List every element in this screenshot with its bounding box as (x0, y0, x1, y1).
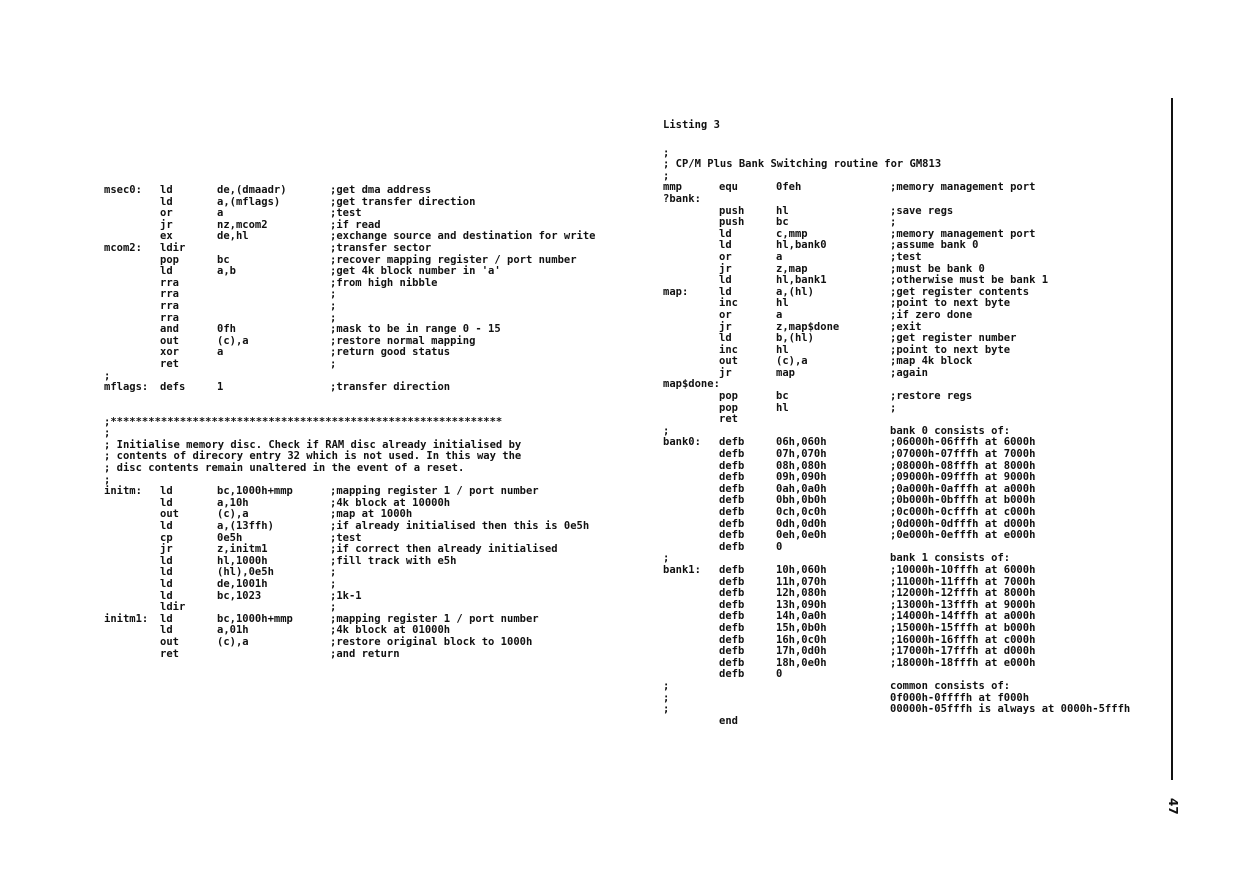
code-operand: a (217, 346, 224, 359)
code-line (104, 649, 644, 661)
code-comment: ;point to next byte (890, 297, 1011, 310)
code-opcode: defb (719, 610, 745, 623)
code-operand: de,1001h (217, 578, 268, 590)
code-operand: map (776, 366, 795, 379)
code-operand: a,(hl) (776, 285, 814, 298)
code-operand: 08h,080h (776, 459, 827, 472)
code-opcode: ldir (160, 601, 186, 614)
code-opcode: defb (719, 459, 745, 472)
right-code-listing (663, 120, 1163, 727)
code-operand: 09h,090h (776, 471, 827, 484)
code-text: ; (104, 427, 111, 440)
code-operand: 1 (217, 381, 224, 394)
code-operand: 06h,060h (776, 436, 827, 449)
code-opcode: equ (719, 181, 738, 194)
code-opcode: inc (719, 343, 738, 356)
code-opcode: defb (719, 529, 745, 542)
code-line (104, 266, 644, 278)
code-line (104, 556, 644, 568)
code-opcode: defb (719, 645, 745, 658)
code-comment: ;17000h-17fffh at d000h (890, 645, 1036, 658)
spacer (663, 132, 1163, 148)
code-opcode: ld (160, 485, 173, 498)
code-line (663, 403, 1163, 415)
code-opcode: ret (719, 413, 738, 426)
code-line (104, 579, 644, 591)
code-comment: ;transfer sector (330, 241, 432, 254)
code-opcode: ld (160, 496, 173, 509)
code-opcode: defb (719, 494, 745, 507)
code-label: ; (663, 424, 670, 437)
code-comment: ;fill track with e5h (330, 554, 457, 567)
code-line (104, 289, 644, 301)
code-operand: a (776, 250, 783, 263)
code-line (663, 565, 1163, 577)
code-label: bank0: (663, 436, 701, 449)
code-comment: ;16000h-16fffh at c000h (890, 633, 1036, 646)
code-opcode: pop (160, 253, 179, 266)
code-line (663, 681, 1163, 693)
code-opcode: rra (160, 299, 179, 312)
code-operand: hl (776, 204, 789, 217)
code-operand: hl,bank0 (776, 239, 827, 252)
code-line (104, 463, 644, 475)
code-comment: ;1k-1 (330, 589, 362, 602)
code-opcode: ld (160, 612, 173, 625)
code-opcode: ld (719, 239, 732, 252)
code-opcode: ex (160, 230, 173, 243)
code-comment: ; (890, 216, 897, 229)
code-operand: 18h,0e0h (776, 656, 827, 669)
code-label: map: (663, 285, 689, 298)
code-text: ;************************************************************** (104, 415, 503, 428)
code-comment: ; (330, 601, 337, 614)
code-opcode: defb (719, 575, 745, 588)
code-label: ?bank: (663, 192, 701, 205)
code-comment: bank 0 consists of: (890, 424, 1011, 437)
code-opcode: jr (719, 320, 732, 333)
code-comment: ;assume bank 0 (890, 239, 979, 252)
code-comment: ;memory management port (890, 181, 1036, 194)
code-operand: de,(dmaadr) (217, 184, 287, 196)
code-operand: hl (776, 297, 789, 310)
code-operand: a,(mflags) (217, 195, 281, 208)
code-comment: ;get 4k block number in 'a' (330, 265, 501, 278)
code-comment: ;if already initialised then this is 0e5h (330, 520, 590, 533)
code-label: ; (663, 691, 670, 704)
code-opcode: cp (160, 531, 173, 544)
code-comment: ;recover mapping register / port number (330, 253, 577, 266)
code-opcode: defb (719, 633, 745, 646)
code-opcode: out (719, 355, 738, 368)
code-opcode: ld (719, 227, 732, 240)
code-opcode: ld (719, 332, 732, 345)
code-operand: 0bh,0b0h (776, 494, 827, 507)
code-text: ; Initialise memory disc. Check if RAM disc already initialised by (104, 438, 522, 451)
code-opcode: rra (160, 311, 179, 324)
code-operand: (c),a (217, 334, 249, 347)
code-operand: bc,1000h+mmp (217, 485, 293, 498)
code-text: ; contents of direcory entry 32 which is not used. In this way the (104, 450, 522, 463)
code-operand: a,b (217, 265, 236, 278)
code-line (104, 637, 644, 649)
code-comment: ; (330, 288, 337, 301)
code-comment: ;exit (890, 320, 922, 333)
code-opcode: out (160, 635, 179, 648)
code-operand: a,(13ffh) (217, 520, 274, 533)
code-operand: 15h,0b0h (776, 621, 827, 634)
code-line (663, 275, 1163, 287)
code-opcode: defb (719, 563, 745, 576)
code-comment: ;15000h-15fffh at b000h (890, 621, 1036, 634)
code-operand: de,hl (217, 230, 249, 243)
code-comment: 0f000h-0ffffh at f000h (890, 691, 1030, 704)
code-comment: ;from high nibble (330, 276, 438, 289)
code-opcode: xor (160, 346, 179, 359)
code-opcode: defb (719, 448, 745, 461)
code-opcode: ld (160, 265, 173, 278)
code-comment: ;09000h-09fffh at 9000h (890, 471, 1036, 484)
code-comment: ;18000h-18fffh at e000h (890, 656, 1036, 669)
code-operand: bc (776, 390, 789, 403)
code-operand: 12h,080h (776, 587, 827, 600)
code-opcode: defb (719, 482, 745, 495)
code-text: ; (663, 169, 670, 182)
code-comment: ;restore original block to 1000h (330, 635, 533, 648)
code-operand: nz,mcom2 (217, 218, 268, 231)
code-comment: ; (890, 401, 897, 414)
code-opcode: end (719, 714, 738, 727)
code-label: mcom2: (104, 241, 142, 254)
code-operand: 13h,090h (776, 598, 827, 611)
code-comment: ;restore regs (890, 390, 973, 403)
code-opcode: ret (160, 647, 179, 660)
code-comment: ; (330, 578, 337, 590)
code-text: ; (663, 146, 670, 159)
code-operand: (c),a (776, 355, 808, 368)
code-comment: ;get transfer direction (330, 195, 476, 208)
code-comment: ;test (330, 207, 362, 220)
code-operand: hl,1000h (217, 554, 268, 567)
code-operand: 0eh,0e0h (776, 529, 827, 542)
code-operand: 0ah,0a0h (776, 482, 827, 495)
code-comment: ;restore normal mapping (330, 334, 476, 347)
code-comment: ;07000h-07fffh at 7000h (890, 448, 1036, 461)
code-line (104, 591, 644, 603)
code-operand: 0 (776, 540, 783, 553)
code-line (663, 507, 1163, 519)
code-line (663, 704, 1163, 716)
code-opcode: jr (719, 366, 732, 379)
code-operand: a (776, 308, 783, 321)
code-opcode: ld (160, 566, 173, 579)
code-label: ; (663, 552, 670, 565)
code-opcode: or (719, 250, 732, 263)
code-line (104, 301, 644, 313)
code-opcode: ld (160, 578, 173, 590)
code-opcode: rra (160, 276, 179, 289)
code-line (663, 310, 1163, 322)
code-comment: ;06000h-06fffh at 6000h (890, 436, 1036, 449)
code-operand: hl (776, 343, 789, 356)
code-opcode: inc (719, 297, 738, 310)
code-opcode: ret (160, 357, 179, 370)
code-comment: ;test (890, 250, 922, 263)
code-comment: ;exchange source and destination for write (330, 230, 596, 243)
code-comment: ;0e000h-0efffh at e000h (890, 529, 1036, 542)
code-comment: ;must be bank 0 (890, 262, 985, 275)
code-line (104, 185, 644, 197)
code-opcode: defb (719, 621, 745, 634)
code-line (663, 391, 1163, 403)
code-line (663, 217, 1163, 229)
code-comment: ; (330, 311, 337, 324)
code-opcode: and (160, 323, 179, 336)
code-line (663, 182, 1163, 194)
code-comment: ;again (890, 366, 928, 379)
code-operand: 16h,0c0h (776, 633, 827, 646)
code-operand: 0fh (217, 323, 236, 336)
code-comment: ;14000h-14fffh at a000h (890, 610, 1036, 623)
code-label: msec0: (104, 184, 142, 196)
code-operand: 0e5h (217, 531, 243, 544)
code-text: Listing 3 (663, 119, 720, 131)
code-line (104, 197, 644, 209)
code-line (663, 588, 1163, 600)
code-operand: 10h,060h (776, 563, 827, 576)
code-opcode: ld (719, 285, 732, 298)
code-operand: 14h,0a0h (776, 610, 827, 623)
code-comment: ;12000h-12fffh at 8000h (890, 587, 1036, 600)
code-line (663, 623, 1163, 635)
code-operand: a (217, 207, 224, 220)
code-opcode: ld (719, 274, 732, 287)
code-comment: ; (330, 357, 337, 370)
code-comment: ;13000h-13fffh at 9000h (890, 598, 1036, 611)
code-line (663, 252, 1163, 264)
code-comment: ;mapping register 1 / port number (330, 612, 539, 625)
code-comment: common consists of: (890, 679, 1011, 692)
code-comment: ;0d000h-0dfffh at d000h (890, 517, 1036, 530)
code-comment: ; (330, 299, 337, 312)
code-line (104, 521, 644, 533)
code-comment: ;point to next byte (890, 343, 1011, 356)
code-opcode: push (719, 204, 745, 217)
code-opcode: push (719, 216, 745, 229)
code-comment: ;mapping register 1 / port number (330, 485, 539, 498)
code-operand: (hl),0e5h (217, 566, 274, 579)
code-comment: ;map at 1000h (330, 508, 413, 521)
code-operand: 17h,0d0h (776, 645, 827, 658)
code-opcode: or (719, 308, 732, 321)
code-operand: hl (776, 401, 789, 414)
code-operand: hl,bank1 (776, 274, 827, 287)
code-comment: ;otherwise must be bank 1 (890, 274, 1049, 287)
code-operand: z,map (776, 262, 808, 275)
code-operand: bc,1023 (217, 589, 262, 602)
code-comment: ;get register contents (890, 285, 1030, 298)
code-line (104, 278, 644, 290)
code-line (104, 382, 644, 394)
code-label: mflags: (104, 381, 149, 394)
code-operand: bc (776, 216, 789, 229)
code-opcode: rra (160, 288, 179, 301)
code-line (663, 194, 1163, 206)
code-text: ; (104, 369, 111, 382)
code-label: initm1: (104, 612, 149, 625)
code-operand: z,map$done (776, 320, 840, 333)
code-comment: ;if correct then already initialised (330, 543, 558, 556)
code-comment: ;if read (330, 218, 381, 231)
code-opcode: out (160, 508, 179, 521)
code-comment: ;if zero done (890, 308, 973, 321)
code-opcode: defs (160, 381, 186, 394)
code-opcode: out (160, 334, 179, 347)
code-opcode: pop (719, 401, 738, 414)
code-line (104, 243, 644, 255)
code-opcode: or (160, 207, 173, 220)
left-code-listing (104, 185, 644, 660)
code-opcode: defb (719, 587, 745, 600)
code-operand: (c),a (217, 508, 249, 521)
code-opcode: defb (719, 436, 745, 449)
code-comment: ;memory management port (890, 227, 1036, 240)
code-comment: ;and return (330, 647, 400, 660)
code-text: ; disc contents remain unaltered in the event of a reset. (104, 462, 465, 475)
code-comment: ;map 4k block (890, 355, 973, 368)
code-opcode: jr (719, 262, 732, 275)
code-operand: bc,1000h+mmp (217, 612, 293, 625)
code-opcode: ld (160, 554, 173, 567)
code-line (104, 417, 644, 429)
margin-rule (1171, 98, 1173, 780)
code-comment: ;test (330, 531, 362, 544)
code-opcode: defb (719, 656, 745, 669)
code-label: initm: (104, 485, 142, 498)
code-opcode: jr (160, 543, 173, 556)
code-label: ; (663, 703, 670, 716)
code-operand: c,mmp (776, 227, 808, 240)
spacer (104, 401, 644, 417)
code-comment: ;transfer direction (330, 381, 451, 394)
code-line (663, 333, 1163, 345)
code-line (663, 368, 1163, 380)
code-line (104, 359, 644, 371)
code-opcode: defb (719, 506, 745, 518)
code-comment: ;10000h-10fffh at 6000h (890, 563, 1036, 576)
code-opcode: ld (160, 520, 173, 533)
code-opcode: defb (719, 517, 745, 530)
code-operand: 0 (776, 668, 783, 681)
code-text: ; (104, 473, 111, 486)
code-line (663, 646, 1163, 658)
code-opcode: ldir (160, 241, 186, 254)
code-opcode: ld (160, 195, 173, 208)
code-comment: ;4k block at 01000h (330, 624, 451, 637)
code-comment: ;get dma address (330, 184, 432, 196)
code-opcode: defb (719, 668, 745, 681)
code-operand: b,(hl) (776, 332, 814, 345)
code-line (104, 394, 644, 401)
code-label: ; (663, 679, 670, 692)
code-comment: ;0a000h-0afffh at a000h (890, 482, 1036, 495)
code-operand: 0dh,0d0h (776, 517, 827, 530)
code-label: mmp (663, 181, 682, 194)
code-opcode: defb (719, 598, 745, 611)
code-line (104, 347, 644, 359)
code-opcode: jr (160, 218, 173, 231)
code-operand: z,initm1 (217, 543, 268, 556)
code-operand: 0ch,0c0h (776, 506, 827, 518)
code-operand: a,10h (217, 496, 249, 509)
code-opcode: ld (160, 184, 173, 196)
code-opcode: ld (160, 624, 173, 637)
code-operand: (c),a (217, 635, 249, 648)
code-label: bank1: (663, 563, 701, 576)
code-comment: ;08000h-08fffh at 8000h (890, 459, 1036, 472)
code-line (663, 120, 1163, 132)
code-opcode: defb (719, 471, 745, 484)
code-comment: ;4k block at 10000h (330, 496, 451, 509)
code-text: ; CP/M Plus Bank Switching routine for GM813 (663, 158, 942, 171)
code-label: map$done: (663, 378, 720, 391)
code-operand: 0feh (776, 181, 802, 194)
code-line (104, 324, 644, 336)
code-comment: ;0c000h-0cfffh at c000h (890, 506, 1036, 518)
code-comment: ;mask to be in range 0 - 15 (330, 323, 501, 336)
code-line (663, 159, 1163, 171)
code-comment: ;11000h-11fffh at 7000h (890, 575, 1036, 588)
code-comment: ;get register number (890, 332, 1017, 345)
code-comment: 00000h-05fffh is always at 0000h-5fffh (890, 703, 1131, 716)
code-operand: a,01h (217, 624, 249, 637)
code-opcode: ld (160, 589, 173, 602)
code-operand: 07h,070h (776, 448, 827, 461)
code-line (663, 449, 1163, 461)
code-line (663, 716, 1163, 728)
page-number: 47 (1166, 798, 1180, 815)
code-opcode: defb (719, 540, 745, 553)
code-comment: ;return good status (330, 346, 451, 359)
code-opcode: pop (719, 390, 738, 403)
code-comment: bank 1 consists of: (890, 552, 1011, 565)
code-comment: ;save regs (890, 204, 954, 217)
code-comment: ;0b000h-0bfffh at b000h (890, 494, 1036, 507)
code-comment: ; (330, 566, 337, 579)
code-operand: bc (217, 253, 230, 266)
code-line (104, 567, 644, 579)
code-operand: 11h,070h (776, 575, 827, 588)
